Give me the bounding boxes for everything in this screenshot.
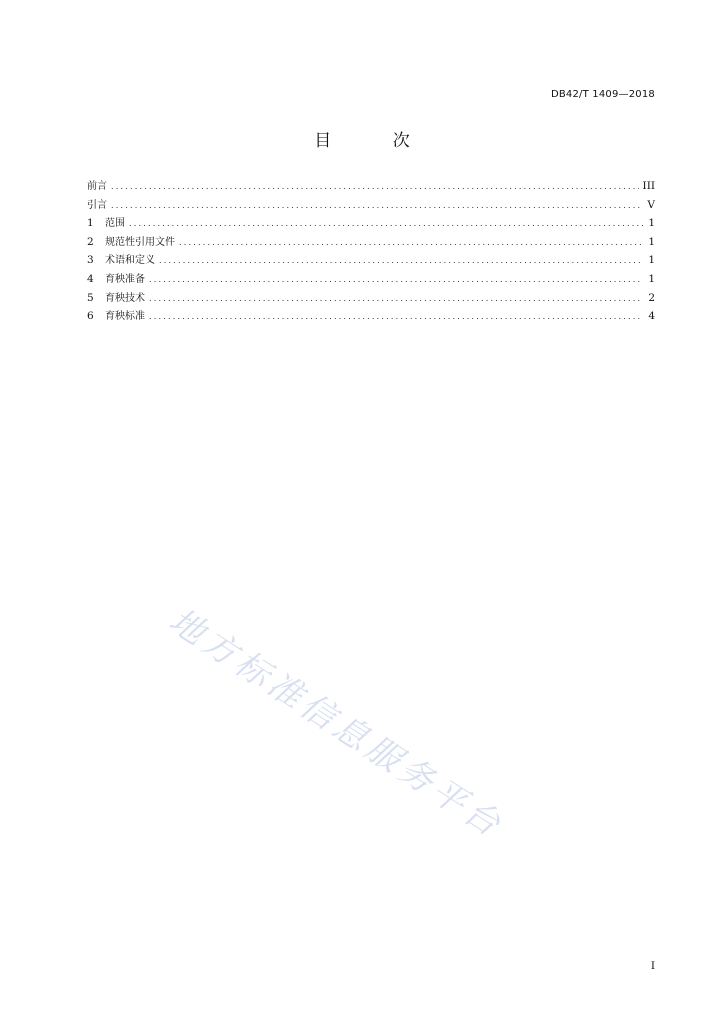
standard-code: DB42/T 1409—2018 <box>550 89 655 100</box>
toc-leader-dots <box>149 271 643 290</box>
toc-entry-label: 引言 <box>87 199 107 211</box>
toc-entry-page: V <box>647 198 655 211</box>
toc-entry-seedling-preparation[interactable] <box>87 270 655 289</box>
toc-entry-scope[interactable] <box>87 214 655 233</box>
toc-entry-page: III <box>642 180 655 192</box>
page-number: I <box>650 960 655 972</box>
toc-entry-foreword[interactable] <box>87 177 655 196</box>
toc-entry-seedling-standard[interactable] <box>87 307 655 326</box>
toc-entry-label: 术语和定义 <box>105 255 155 267</box>
table-of-contents <box>87 177 655 326</box>
page-title: 目 次 <box>314 131 438 151</box>
toc-entry-seedling-technique[interactable] <box>87 289 655 308</box>
toc-entry-number: 5 <box>87 291 94 304</box>
toc-leader-dots <box>111 197 643 216</box>
toc-entry-label: 育秧技术 <box>105 292 145 304</box>
toc-entry-page: 1 <box>648 235 655 248</box>
toc-entry-label: 育秧标准 <box>105 311 145 323</box>
toc-entry-number: 6 <box>87 310 94 323</box>
toc-leader-dots <box>149 290 643 309</box>
toc-entry-page: 1 <box>648 217 655 230</box>
toc-leader-dots <box>129 215 643 234</box>
toc-entry-number: 4 <box>87 272 94 285</box>
toc-entry-number: 1 <box>87 217 94 230</box>
toc-entry-label: 育秧准备 <box>105 273 145 285</box>
toc-entry-number: 3 <box>87 254 94 267</box>
toc-entry-number: 2 <box>87 235 94 248</box>
toc-entry-introduction[interactable] <box>87 196 655 215</box>
toc-leader-dots <box>111 178 639 197</box>
toc-entry-page: 1 <box>648 272 655 285</box>
toc-entry-page: 4 <box>648 310 655 323</box>
watermark: 地方标准信息服务平台 <box>161 600 511 847</box>
toc-leader-dots <box>149 308 643 327</box>
toc-entry-label: 范围 <box>105 218 125 230</box>
toc-leader-dots <box>179 234 643 253</box>
toc-entry-label: 规范性引用文件 <box>105 236 175 248</box>
toc-entry-terms-definitions[interactable] <box>87 251 655 270</box>
toc-leader-dots <box>159 252 643 271</box>
toc-entry-page: 1 <box>648 254 655 267</box>
toc-entry-normative-references[interactable] <box>87 233 655 252</box>
toc-entry-page: 2 <box>648 291 655 304</box>
toc-entry-label: 前言 <box>87 181 107 192</box>
